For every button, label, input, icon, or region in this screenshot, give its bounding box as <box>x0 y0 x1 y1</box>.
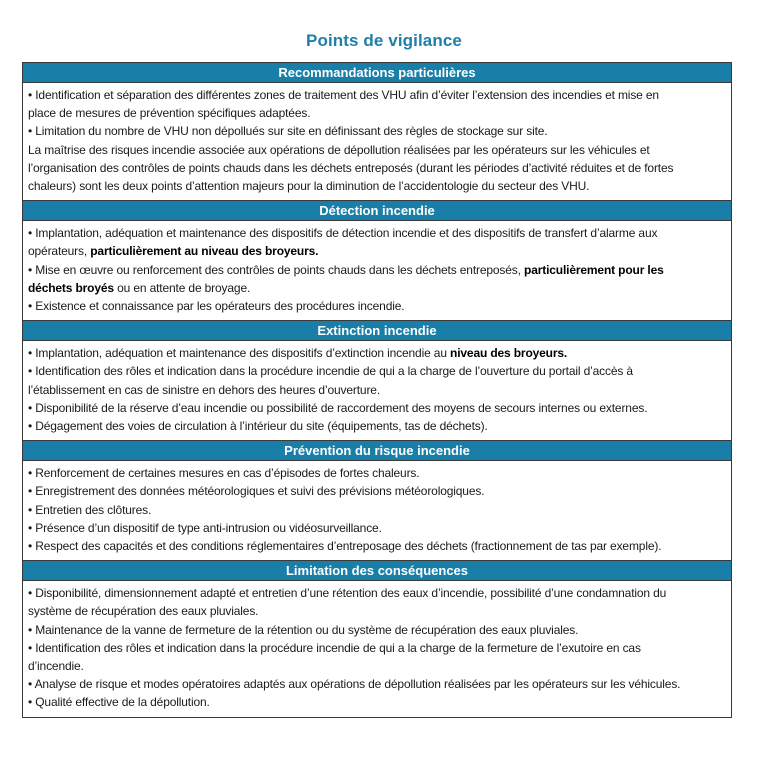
text-line <box>28 519 726 537</box>
section-body <box>23 341 731 440</box>
text-segment: • Identification et séparation des différentes zones de traitement des VHU afin d’éviter l’extension des incendies et mise en <box>28 88 659 102</box>
text-line <box>28 261 726 279</box>
text-line <box>28 675 726 693</box>
section-heading: Recommandations particulières <box>23 63 731 83</box>
text-line <box>28 501 726 519</box>
section <box>23 560 731 716</box>
section <box>23 320 731 440</box>
section-heading: Prévention du risque incendie <box>23 441 731 461</box>
text-segment: l’organisation des contrôles de points chauds dans les déchets entreposés (durant les périodes d’activité réduites et de fortes <box>28 160 674 175</box>
text-segment: d’incendie. <box>28 659 84 674</box>
text-segment: • Dégagement des voies de circulation à l’intérieur du site (équipements, tas de déchets). <box>28 419 488 434</box>
section-body <box>23 581 731 716</box>
text-segment: • Implantation, adéquation et maintenance des dispositifs de détection incendie et des dispositifs de transfert d’alarme aux <box>28 226 658 241</box>
text-segment: • Enregistrement des données météorologiques et suivi des prévisions météorologiques. <box>28 484 485 499</box>
text-line <box>28 104 726 122</box>
bold-text: niveau des broyeurs. <box>450 346 568 361</box>
text-segment: • Présence d’un dispositif de type anti-intrusion ou vidéosurveillance. <box>28 520 382 535</box>
section <box>23 63 731 200</box>
text-segment: • Qualité effective de la dépollution. <box>28 695 210 710</box>
bold-text: déchets broyés <box>28 280 114 295</box>
text-segment: • Analyse de risque et modes opératoires adaptés aux opérations de dépollution réalisées par les opérateurs sur les véhicules. <box>28 677 681 692</box>
text-segment: • Mise en œuvre ou renforcement des contrôles de points chauds dans les déchets entreposés, <box>28 262 525 277</box>
section-body <box>23 221 731 320</box>
text-segment: • Renforcement de certaines mesures en cas d’épisodes de fortes chaleurs. <box>28 466 420 481</box>
text-line <box>28 537 726 555</box>
text-line <box>28 381 726 399</box>
text-segment: • Disponibilité de la réserve d’eau incendie ou possibilité de raccordement des moyens de secours internes ou externes. <box>28 400 648 415</box>
text-line <box>28 399 726 417</box>
text-segment: l’établissement en cas de sinistre en dehors des heures d’ouverture. <box>28 382 381 397</box>
text-line <box>28 621 726 639</box>
text-line <box>28 482 726 500</box>
section <box>23 440 731 560</box>
text-line <box>28 584 726 602</box>
text-segment: opérateurs, <box>28 244 91 259</box>
bold-text: particulièrement au niveau des broyeurs. <box>90 244 319 259</box>
vigilance-table <box>22 62 732 718</box>
page-title: Points de vigilance <box>306 31 462 50</box>
text-segment: chaleurs) sont les deux points d’attention majeurs pour la diminution de l’accidentologie du secteur des VHU. <box>28 179 590 194</box>
text-segment: ou en attente de broyage. <box>113 280 251 295</box>
text-segment: • Entretien des clôtures. <box>28 502 152 517</box>
text-segment: • Limitation du nombre de VHU non dépollués sur site en définissant des règles de stockage sur site. <box>28 124 548 139</box>
text-line <box>28 141 726 159</box>
text-line <box>28 279 726 297</box>
text-segment: place de mesures de prévention spécifiques adaptées. <box>28 106 311 121</box>
text-segment: • Existence et connaissance par les opérateurs des procédures incendie. <box>28 299 405 314</box>
text-line <box>28 362 726 380</box>
text-line <box>28 602 726 620</box>
text-line <box>28 122 726 140</box>
text-line <box>28 464 726 482</box>
text-line <box>28 417 726 435</box>
text-line <box>28 177 726 195</box>
text-segment: • Disponibilité, dimensionnement adapté et entretien d’une rétention des eaux d’incendie, possibilité d’une condamnation du <box>28 586 667 601</box>
text-line <box>28 657 726 675</box>
text-line <box>28 86 726 104</box>
text-segment: • Respect des capacités et des conditions réglementaires d’entreposage des déchets (fractionnement de tas par exemple). <box>28 539 662 554</box>
section-heading: Limitation des conséquences <box>23 561 731 581</box>
text-line <box>28 344 726 362</box>
text-line <box>28 159 726 177</box>
text-line <box>28 297 726 315</box>
text-line <box>28 693 726 711</box>
text-segment: • Identification des rôles et indication dans la procédure incendie de qui a la charge de l’ouverture du portail d’accès à <box>28 364 633 379</box>
section <box>23 200 731 320</box>
section-body <box>23 461 731 560</box>
text-line <box>28 242 726 260</box>
section-heading: Extinction incendie <box>23 321 731 341</box>
text-segment: La maîtrise des risques incendie associée aux opérations de dépollution réalisées par les opérateurs sur les véhicules et <box>28 142 650 157</box>
text-segment: • Maintenance de la vanne de fermeture de la rétention ou du système de récupération des eaux pluviales. <box>28 622 579 637</box>
bold-text: particulièrement pour les <box>524 262 664 277</box>
text-segment: • Implantation, adéquation et maintenance des dispositifs d’extinction incendie au <box>28 346 451 361</box>
section-body <box>23 83 731 200</box>
text-segment: système de récupération des eaux pluviales. <box>28 604 259 619</box>
text-line <box>28 224 726 242</box>
section-heading: Détection incendie <box>23 201 731 221</box>
text-segment: • Identification des rôles et indication dans la procédure incendie de qui a la charge de la fermeture de l’exutoire en cas <box>28 640 641 655</box>
text-line <box>28 639 726 657</box>
